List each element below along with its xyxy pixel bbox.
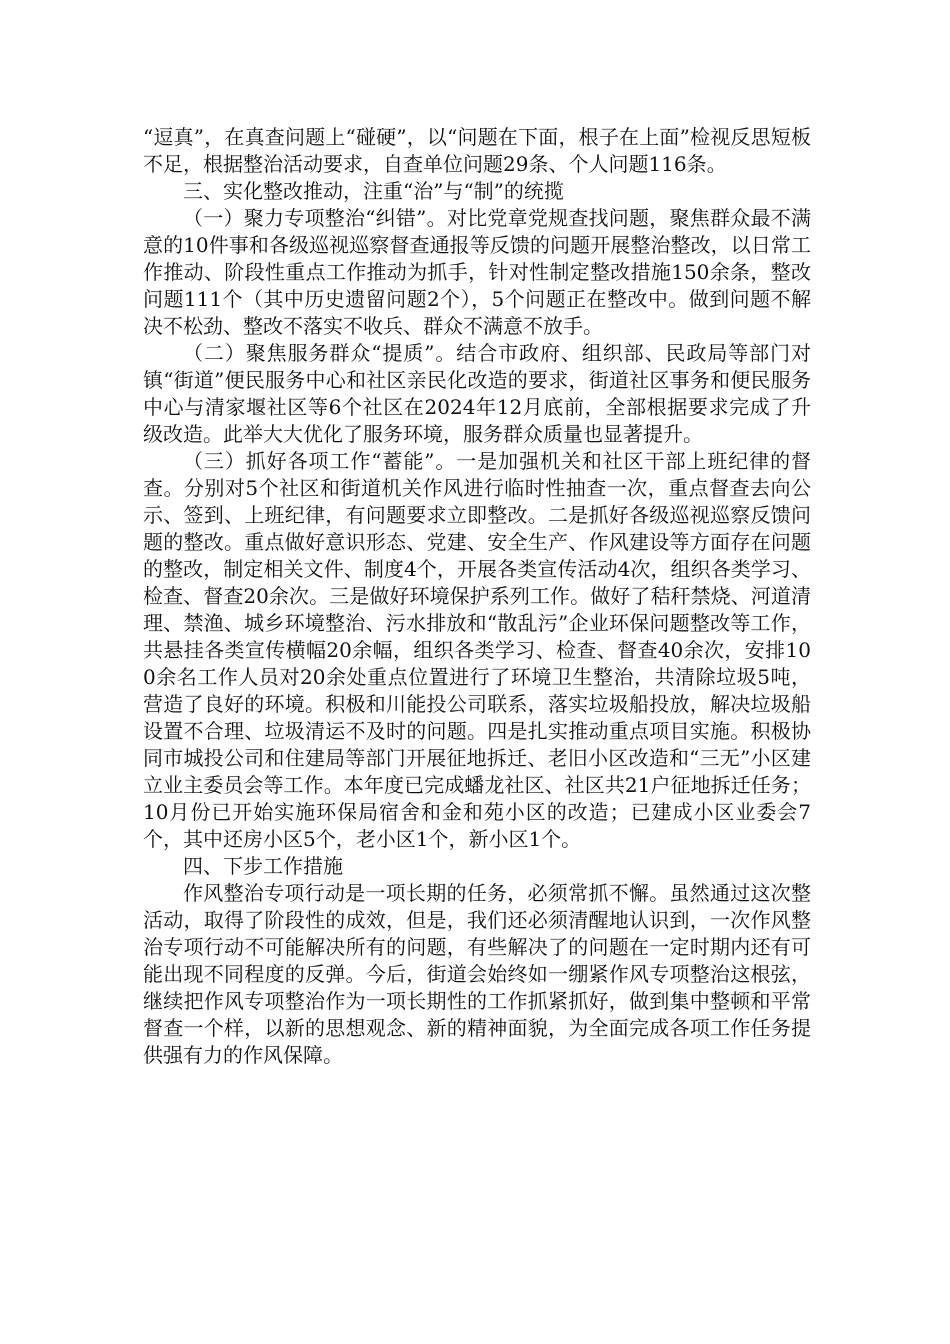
paragraph-item-three: （三）抓好各项工作“蓄能”。一是加强机关和社区干部上班纪律的督查。分别对5个社区和街道机关作风进行临时性抽查一次，重点督查去向公示、签到、上班纪律，有问题要求立即整改。二是抓好各级巡视巡察反馈问题的整改。重点做好意识形态、党建、安全生产、作风建设等方面存在问题的整改，制定相关文件、制度4个，开展各类宣传活动4次，组织各类学习、检查、督查20余次。三是做好环境保护系列工作。做好了秸秆禁烧、河道清理、禁渔、城乡环境整治、污水排放和“散乱污”企业环保问题整改等工作，共悬挂各类宣传横幅20余幅，组织各类学习、检查、督查40余次，安排100余名工作人员对20余处重点位置进行了环境卫生整治，共清除垃圾5吨，营造了良好的环境。积极和川能投公司联系，落实垃圾船投放，解决垃圾船设置不合理、垃圾清运不及时的问题。四是扎实推动重点项目实施。积极协同市城投公司和住建局等部门开展征地拆迁、老旧小区改造和“三无”小区建立业主委员会等工作。本年度已完成蟠龙社区、社区共21户征地拆迁任务；10月份已开始实施环保局宿舍和金和苑小区的改造；已建成小区业委会7个，其中还房小区5个，老小区1个，新小区1个。 bbox=[143, 449, 811, 851]
document-page bbox=[143, 124, 811, 1069]
paragraph-item-one: （一）聚力专项整治“纠错”。对比党章党规查找问题，聚焦群众最不满意的10件事和各级巡视巡察督查通报等反馈的问题开展整治整改，以日常工作推动、阶段性重点工作推动为抓手，针对性制定整改措施150余条，整改问题111个（其中历史遗留问题2个），5个问题正在整改中。做到问题不解决不松劲、整改不落实不收兵、群众不满意不放手。 bbox=[143, 206, 811, 338]
paragraph-item-two: （二）聚焦服务群众“提质”。结合市政府、组织部、民政局等部门对镇“街道”便民服务中心和社区亲民化改造的要求，街道社区事务和便民服务中心与清家堰社区等6个社区在2024年12月底前，全部根据要求完成了升级改造。此举大大优化了服务环境，服务群众质量也显著提升。 bbox=[143, 341, 811, 446]
paragraph-next-steps: 作风整治专项行动是一项长期的任务，必须常抓不懈。虽然通过这次整活动，取得了阶段性的成效，但是，我们还必须清醒地认识到，一次作风整治专项行动不可能解决所有的问题，有些解决了的问题在一定时期内还有可能出现不同程度的反弹。今后，街道会始终如一绷紧作风专项整治这根弦，继续把作风专项整治作为一项长期性的工作抓紧抓好，做到集中整顿和平常督查一个样，以新的思想观念、新的精神面貌，为全面完成各项工作任务提供强有力的作风保障。 bbox=[143, 881, 811, 1067]
paragraph-continuation: “逗真”，在真查问题上“碰硬”，以“问题在下面，根子在上面”检视反思短板不足，根据整治活动要求，自查单位问题29条、个人问题116条。 bbox=[143, 125, 811, 176]
section-heading-four: 四、下步工作措施 bbox=[183, 854, 343, 878]
section-heading-three: 三、实化整改推动，注重“治”与“制”的统揽 bbox=[183, 179, 564, 203]
